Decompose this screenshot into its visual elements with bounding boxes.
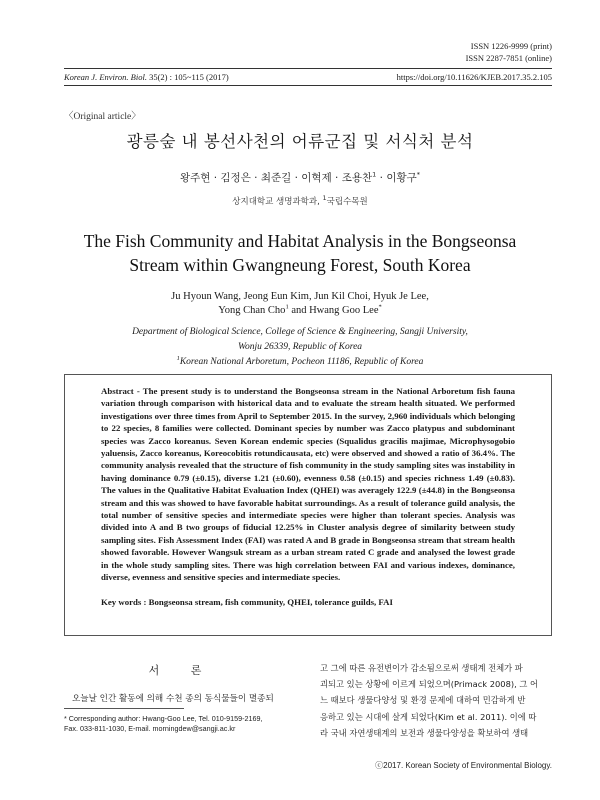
intro-text-left: 오늘날 인간 활동에 의해 수천 종의 동식물들이 멸종되 xyxy=(72,694,274,704)
affil-en-line2: Wonju 26339, Republic of Korea xyxy=(237,342,363,352)
authors-ko-part1: 왕주현 · 김정은 · 최준길 · 이혁제 · 조용찬 xyxy=(179,172,373,184)
corresponding-author-footnote xyxy=(64,714,304,734)
abstract-text: Abstract - The present study is to understand the Bongseonsa stream in the National Arboretum fish fauna variation through comparison with historical data and to evaluate the stream health situated. We performed investigations over three times from April to September 2015. In the survey, 2,960 individuals which belonging to 22 species, 8 families were collected. Dominant species by number was Zacco platypus and subdominant species was Zacco koreanus. Seven Korean endemic species (Squalidus gracilis majimae, Microphysogobio yaluensis, Zacco koreanus, Koreocobitis rotundicausata, etc) were observed and showed a ratio of 36.4%. The community analysis revealed that the structure of fish community in the study sampling sites was instability in having dominance 0.79 (±0.15), diverse 1.21 (±0.60), evenness 0.58 (±0.15) and species richness 1.49 (±0.83). The values in the Qualitative Habitat Evaluation Index (QHEI) was averagely 122.9 (±44.8) in the Bongseonsa stream and this was showed to have favorable habitat surroundings. As a result of tolerance guild analysis, the total number of sensitive species and intermediate species were higher than tolerant species. Analysis was divided into A and B two groups of fiducial 12.25% in Cluster analysis degree of similarity between study sampling sites. Fish Assessment Index (FAI) was rated A and B grade in Bongseonsa stream that stream health showed favorable. However Wangsuk stream as a urban stream rated C grade and analysed the lowest grade in the whole study sampling sites. There was high correlation between FAI and various indexes, dominance, diverse, evenness and sensitive species and intermediate species. xyxy=(101,386,515,583)
right-column xyxy=(320,660,552,741)
journal-name: Korean J. Environ. Biol. xyxy=(64,72,147,82)
section-heading-introduction: 서 론 xyxy=(148,664,216,677)
affil-en-line3 xyxy=(40,355,560,370)
affil-en-line1: Department of Biological Science, College of Science & Engineering, Sangji University, xyxy=(132,327,468,337)
intro-right-line: 고 그에 따른 유전변이가 감소됨으로써 생태계 전체가 파 xyxy=(320,663,523,673)
title-en-line2: Stream within Gwangneung Forest, South Korea xyxy=(129,255,471,275)
journal-bar xyxy=(64,70,552,84)
authors-ko-sup2: * xyxy=(416,170,421,179)
intro-right-line: 라 국내 자연생태계의 보전과 생물다양성을 확보하여 생태 xyxy=(320,727,529,738)
footnote-rule xyxy=(64,708,184,709)
affil-ko-main: 상지대학교 생명과학과, xyxy=(232,197,323,207)
title-korean: 광릉숲 내 봉선사천의 어류군집 및 서식처 분석 xyxy=(126,132,474,151)
issn-block xyxy=(466,40,552,64)
authors-korean xyxy=(0,170,600,185)
affil-ko-sup: 1 xyxy=(322,194,327,203)
authors-en-sup1: 1 xyxy=(285,303,289,311)
journal-citation xyxy=(64,72,229,82)
intro-right-line: 응하고 있는 시대에 살게 되었다(Kim et al. 2011). 이에 따 xyxy=(320,711,537,722)
authors-en-line2 xyxy=(40,304,560,318)
footnote-line2: Fax. 033-811-1030, E-mail. morningdew@sangji.ac.kr xyxy=(64,724,236,733)
abstract-box xyxy=(64,374,552,636)
title-english xyxy=(40,229,560,277)
authors-english xyxy=(40,290,560,318)
authors-ko-sup1: 1 xyxy=(372,170,377,179)
authors-en-line1: Ju Hyoun Wang, Jeong Eun Kim, Jun Kil Choi, Hyuk Je Lee, xyxy=(171,291,429,302)
authors-ko-part2: · 이황구 xyxy=(376,172,417,184)
doi-link[interactable]: https://doi.org/10.11626/KJEB.2017.35.2.105 xyxy=(396,72,552,82)
issn-online: ISSN 2287-7851 (online) xyxy=(465,53,552,63)
affil-en-arboretum: Korean National Arboretum, Pocheon 11186, Republic of Korea xyxy=(179,357,424,367)
intro-right-line: 괴되고 있는 상황에 이르게 되었으며(Primack 2008), 그 어 xyxy=(320,679,539,690)
authors-en-part-b: and Hwang Goo Lee xyxy=(288,305,379,316)
left-column xyxy=(64,662,300,706)
issn-print: ISSN 1226-9999 (print) xyxy=(470,41,552,51)
affil-ko-second: 국립수목원 xyxy=(326,197,368,207)
footnote-line1: * Corresponding author: Hwang-Goo Lee, Tel. 010-9159-2169, xyxy=(64,714,263,723)
header-rule-bottom xyxy=(64,85,552,86)
copyright-notice: ⓒ2017. Korean Society of Environmental Biology. xyxy=(375,761,552,770)
article-type: 〈Original article〉 xyxy=(64,112,141,122)
authors-en-sup2: * xyxy=(378,303,382,311)
authors-en-part-a: Yong Chan Cho xyxy=(218,305,286,316)
affiliation-korean xyxy=(0,195,600,207)
keywords: Key words : Bongseonsa stream, fish community, QHEI, tolerance guilds, FAI xyxy=(101,596,393,607)
volume-info: 35(2) : 105~115 (2017) xyxy=(149,72,229,82)
affil-en-sup: 1 xyxy=(176,354,180,362)
title-en-line1: The Fish Community and Habitat Analysis in the Bongseonsa xyxy=(83,231,517,251)
intro-right-line: 느 때보다 생물다양성 및 환경 문제에 대하여 민감하게 반 xyxy=(320,695,526,706)
affiliation-english xyxy=(40,325,560,370)
header-rule-top xyxy=(64,68,552,69)
